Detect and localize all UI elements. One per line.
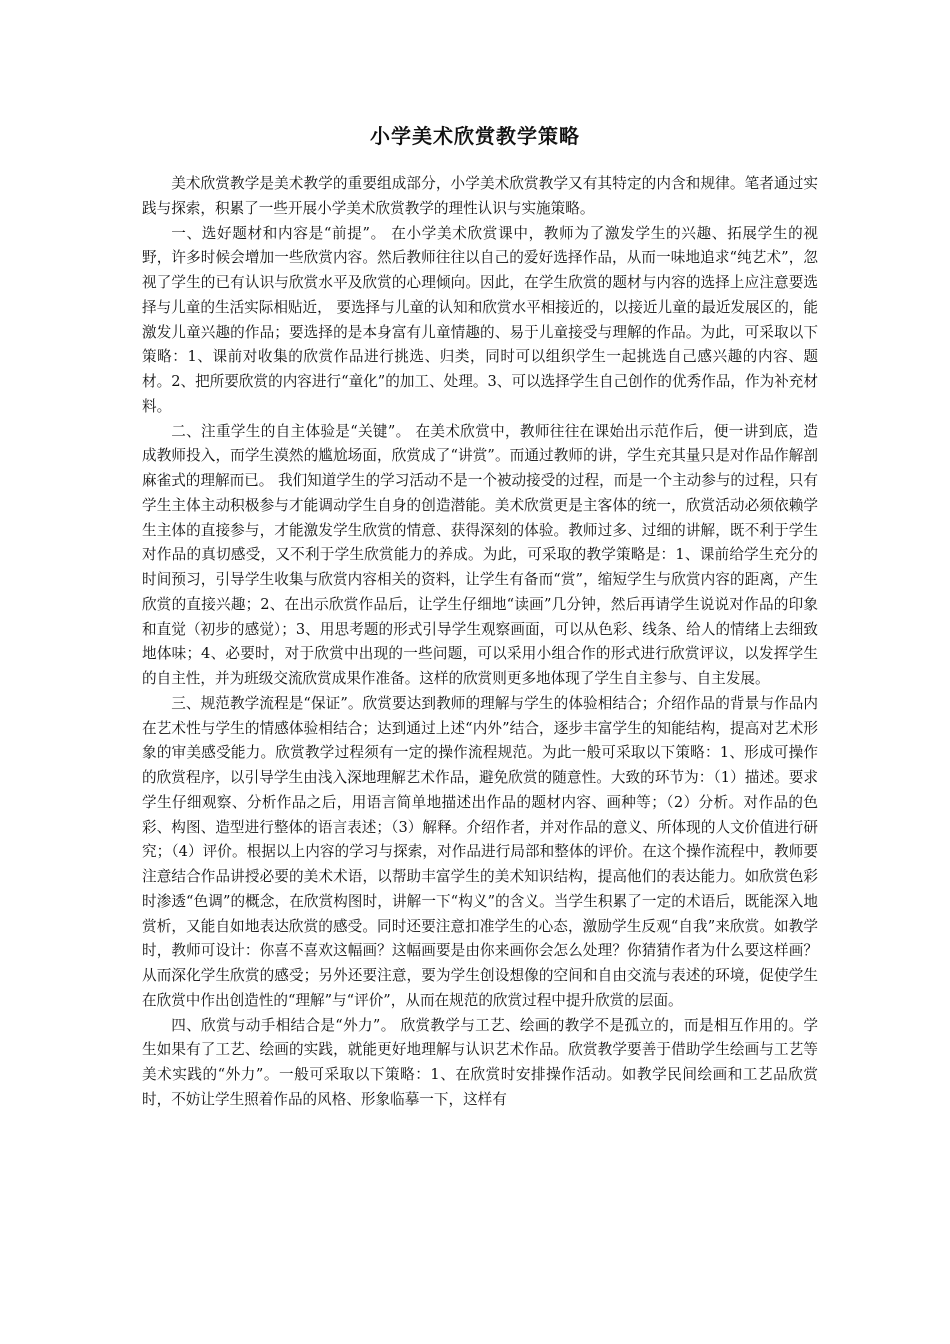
paragraph-section-3: 三、规范教学流程是“保证”。欣赏要达到教师的理解与学生的体验相结合；介绍作品的背景与作品内在艺术性与学生的情感体验相结合；达到通过上述“内外”结合，逐步丰富学生的知能结构，提高对艺术形象的审美感受能力。欣赏教学过程须有一定的操作流程规范。为此一般可采取以下策略：1、形成可操作的欣赏程序，以引导学生由浅入深地理解艺术作品，避免欣赏的随意性。大致的环节为：（1）描述。要求学生仔细观察、分析作品之后，用语言简单地描述出作品的题材内容、画种等；（2）分析。对作品的色彩、构图、造型进行整体的语言表述；（3）解释。介绍作者，并对作品的意义、所体现的人文价值进行研究；（4）评价。根据以上内容的学习与探索，对作品进行局部和整体的评价。在这个操作流程中，教师要注意结合作品讲授必要的美术术语，以帮助丰富学生的美术知识结构，提高他们的表达能力。如欣赏色彩时渗透“色调”的概念，在欣赏构图时，讲解一下“构义”的含义。当学生积累了一定的术语后，既能深入地赏析，又能自如地表达欣赏的感受。同时还要注意扣准学生的心态，激励学生反观“自我”来欣赏。如教学时，教师可设计：你喜不喜欢这幅画？这幅画要是由你来画你会怎么处理？你猜猜作者为什么要这样画？从而深化学生欣赏的感受；另外还要注意，要为学生创设想像的空间和自由交流与表述的环境，促使学生在欣赏中作出创造性的“理解”与“评价”，从而在规范的欣赏过程中提升欣赏的层面。 bbox=[142, 694, 818, 1009]
paragraph-intro: 美术欣赏教学是美术教学的重要组成部分，小学美术欣赏教学又有其特定的内含和规律。笔者通过实践与探索，积累了一些开展小学美术欣赏教学的理性认识与实施策略。 bbox=[142, 175, 818, 217]
document-body bbox=[142, 172, 818, 1113]
document-title: 小学美术欣赏教学策略 bbox=[370, 124, 580, 148]
paragraph-section-4: 四、欣赏与动手相结合是“外力”。 欣赏教学与工艺、绘画的教学不是孤立的，而是相互作用的。学生如果有了工艺、绘画的实践，就能更好地理解与认识艺术作品。欣赏教学要善于借助学生绘画与工艺等美术实践的“外力”。一般可采取以下策略：1、在欣赏时安排操作活动。如教学民间绘画和工艺品欣赏时，不妨让学生照着作品的风格、形象临摹一下，这样有 bbox=[142, 1016, 818, 1108]
paragraph-section-1: 一、选好题材和内容是“前提”。 在小学美术欣赏课中，教师为了激发学生的兴趣、拓展学生的视野，许多时候会增加一些欣赏内容。然后教师往往以自己的爱好选择作品，从而一味地追求“纯艺术”，忽视了学生的已有认识与欣赏水平及欣赏的心理倾向。因此，在学生欣赏的题材与内容的选择上应注意要选择与儿童的生活实际相贴近， 要选择与儿童的认知和欣赏水平相接近的，以接近儿童的最近发展区的，能激发儿童兴趣的作品；要选择的是本身富有儿童情趣的、易于儿童接受与理解的作品。为此，可采取以下策略：1、课前对收集的欣赏作品进行挑选、归类，同时可以组织学生一起挑选自己感兴趣的内容、题材。2、把所要欣赏的内容进行“童化”的加工、处理。3、可以选择学生自己创作的优秀作品，作为补充材料。 bbox=[142, 224, 818, 415]
paragraph-section-2: 二、注重学生的自主体验是“关键”。 在美术欣赏中，教师往往在课始出示范作后，便一讲到底，造成教师投入，而学生漠然的尴尬场面，欣赏成了“讲赏”。而通过教师的讲，学生充其量只是对作品作解剖麻雀式的理解而已。 我们知道学生的学习活动不是一个被动接受的过程，而是一个主动参与的过程，只有学生主体主动积极参与才能调动学生自身的创造潜能。美术欣赏更是主客体的统一，欣赏活动必须依赖学生主体的直接参与，才能激发学生欣赏的情意、获得深刻的体验。教师过多、过细的讲解，既不利于学生对作品的真切感受，又不利于学生欣赏能力的养成。为此，可采取的教学策略是：1、课前给学生充分的时间预习，引导学生收集与欣赏内容相关的资料，让学生有备而“赏”，缩短学生与欣赏内容的距离，产生欣赏的直接兴趣；2、在出示欣赏作品后，让学生仔细地“读画”几分钟，然后再请学生说说对作品的印象和直觉（初步的感觉）；3、用思考题的形式引导学生观察画面，可以从色彩、线条、给人的情绪上去细致地体味；4、必要时，对于欣赏中出现的一些问题，可以采用小组合作的形式进行欣赏评议，以发挥学生的自主性，并为班级交流欣赏成果作准备。这样的欣赏则更多地体现了学生自主参与、自主发展。 bbox=[142, 422, 818, 687]
